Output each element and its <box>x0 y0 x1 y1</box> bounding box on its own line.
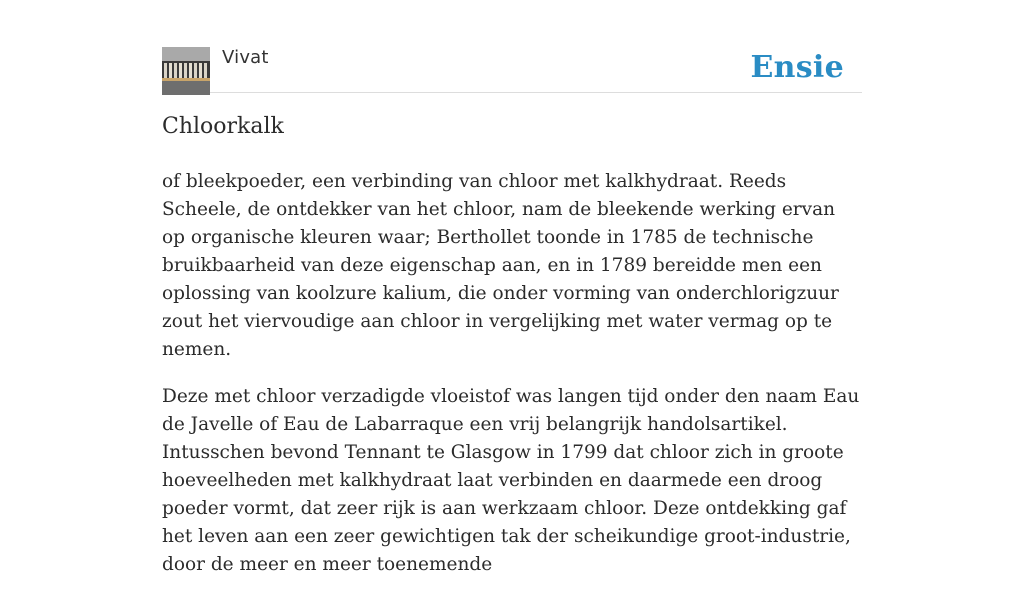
ensie-logo[interactable]: Ensie <box>750 50 844 85</box>
author-name[interactable]: Vivat <box>222 47 269 68</box>
article-paragraph-1: of bleekpoeder, een verbinding van chloor met kalkhydraat. Reeds Scheele, de ontdekker van het chloor, nam de bleekende werking ervan op organische kleuren waar; Berthollet toonde in 1785 de technische bruikbaarheid van deze eigenschap aan, en in 1789 bereidde men een oplossing van koolzure kalium, die onder vorming van onderchlorigzuur zout het viervoudige aan chloor in vergelijking met water vermag op te nemen. <box>162 171 839 360</box>
header <box>162 46 862 93</box>
article-paragraph-2: Deze met chloor verzadigde vloeistof was langen tijd onder den naam Eau de Javelle of Eau de Labarraque een vrij belangrijk handolsartikel. Intusschen bevond Tennant te Glasgow in 1799 dat chloor zich in groote hoeveelheden met kalkhydraat laat verbinden en daarmede een droog poeder vormt, dat zeer rijk is aan werkzaam chloor. Deze ontdekking gaf het leven aan een zeer gewichtigen tak der scheikundige groot-industrie, door de meer en meer toenemende <box>162 386 860 575</box>
article-body <box>162 168 862 598</box>
article-title: Chloorkalk <box>162 114 284 139</box>
author-avatar[interactable] <box>162 47 210 95</box>
typewriter-keys-avatar-icon <box>162 47 210 95</box>
